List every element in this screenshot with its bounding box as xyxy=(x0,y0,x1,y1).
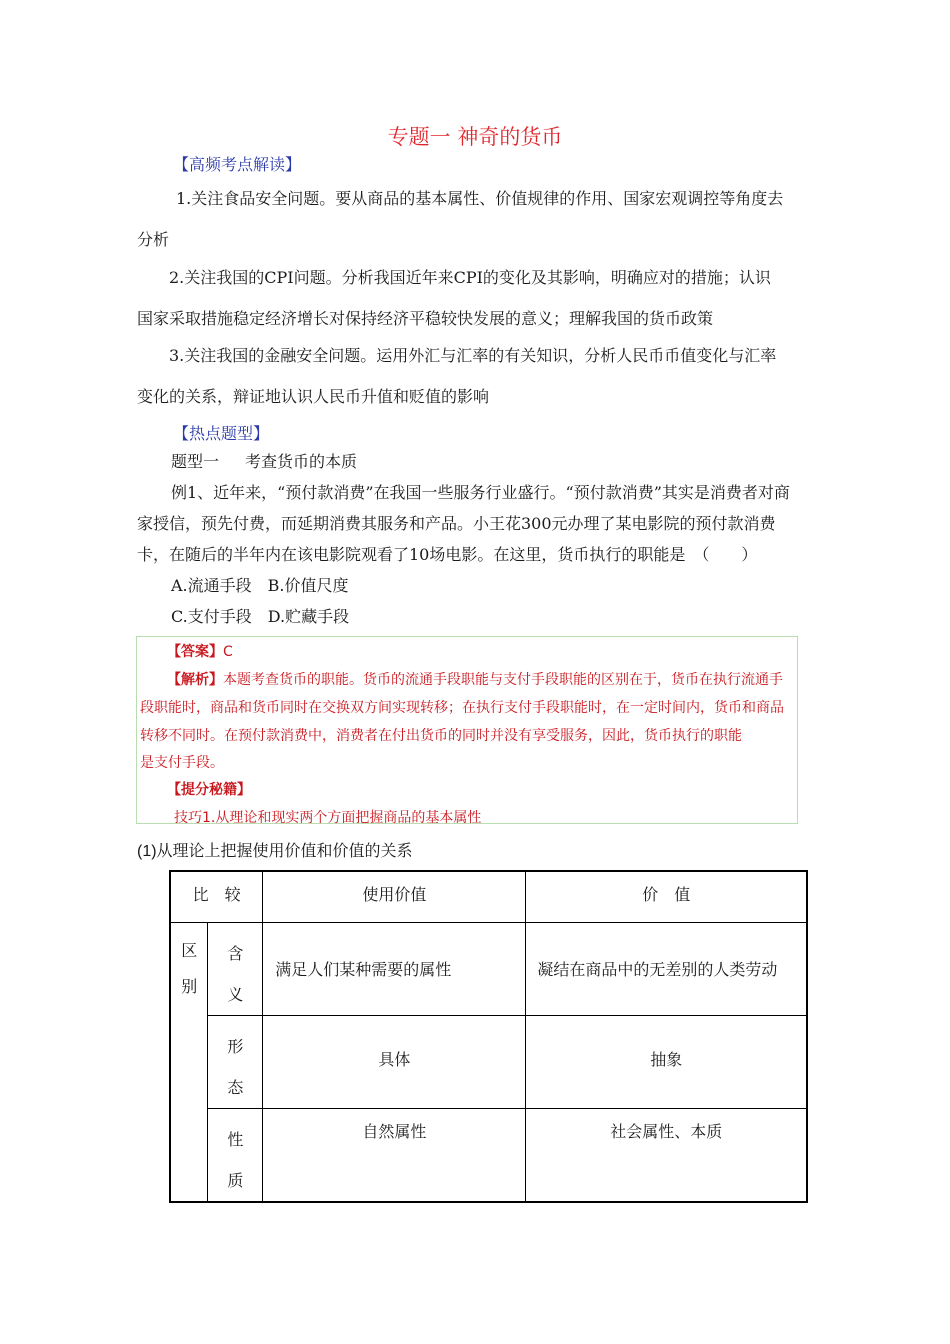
analysis-text-1: 本题考查货币的职能。货币的流通手段职能与支付手段职能的区别在于，货币在执行流通手 xyxy=(223,672,783,688)
point-1-line-2: 分析 xyxy=(137,230,170,249)
cell-meaning-use-value: 满足人们某种需要的属性 xyxy=(263,922,526,1015)
cell-form-use-value: 具体 xyxy=(263,1015,526,1108)
header-value: 价 值 xyxy=(526,871,807,922)
subheading: (1)从理论上把握使用价值和价值的关系 xyxy=(137,843,413,860)
analysis-line-4: 是支付手段。 xyxy=(140,755,224,771)
row-label-form xyxy=(208,1015,263,1108)
page-title: 专题一 神奇的货币 xyxy=(387,125,563,149)
answer-value: C xyxy=(223,644,233,660)
row-label-char: 义 xyxy=(227,984,244,1004)
cell-nature-value: 社会属性、本质 xyxy=(526,1108,807,1202)
example-line-1: 例1、近年来，“预付款消费”在我国一些服务行业盛行。“预付款消费”其实是消费者对商 xyxy=(171,483,790,502)
section-heading-hot-topics: 【热点题型】 xyxy=(173,424,270,443)
point-3-line-1: 3.关注我国的金融安全问题。运用外汇与汇率的有关知识，分析人民币币值变化与汇率 xyxy=(169,346,777,365)
row-label-char: 质 xyxy=(227,1170,244,1190)
cell-form-value: 抽象 xyxy=(526,1015,807,1108)
row-label-char: 形 xyxy=(227,1036,244,1056)
question-type-label: 题型一 xyxy=(171,452,220,471)
answer-line xyxy=(167,641,233,661)
section-heading-high-frequency: 【高频考点解读】 xyxy=(173,155,302,174)
example-line-2: 家授信，预先付费，而延期消费其服务和产品。小王花300元办理了某电影院的预付款消费 xyxy=(137,514,776,533)
group-label-difference xyxy=(170,922,208,1202)
point-2-line-2: 国家采取措施稳定经济增长对保持经济平稳较快发展的意义；理解我国的货币政策 xyxy=(137,309,714,328)
tip-1: 技巧1.从理论和现实两个方面把握商品的基本属性 xyxy=(174,810,482,826)
group-label-char-2: 别 xyxy=(181,976,198,996)
point-2-line-1: 2.关注我国的CPI问题。分析我国近年来CPI的变化及其影响，明确应对的措施；认识 xyxy=(169,268,771,287)
table-header-row xyxy=(170,871,807,922)
table-row xyxy=(170,1015,807,1108)
group-label-char-1: 区 xyxy=(181,940,198,960)
table-row xyxy=(170,922,807,1015)
row-label-char: 性 xyxy=(227,1129,244,1149)
tips-tag-text: 【提分秘籍】 xyxy=(167,782,251,798)
question-type-title: 考查货币的本质 xyxy=(245,452,358,471)
answer-tag: 【答案】 xyxy=(167,644,223,660)
row-label-nature xyxy=(208,1108,263,1202)
analysis-line-1 xyxy=(167,669,783,689)
analysis-tag: 【解析】 xyxy=(167,672,223,688)
cell-nature-use-value: 自然属性 xyxy=(263,1108,526,1202)
tips-tag xyxy=(167,779,251,799)
row-label-meaning xyxy=(208,922,263,1015)
row-label-char: 含 xyxy=(227,943,244,963)
options-row-2: C.支付手段 D.贮藏手段 xyxy=(171,607,350,626)
cell-meaning-value: 凝结在商品中的无差别的人类劳动 xyxy=(526,922,807,1015)
comparison-table xyxy=(169,870,808,1203)
row-label-char: 态 xyxy=(227,1077,244,1097)
analysis-line-3: 转移不同时。在预付款消费中，消费者在付出货币的同时并没有享受服务，因此，货币执行的职能 xyxy=(140,728,742,744)
point-3-line-2: 变化的关系，辩证地认识人民币升值和贬值的影响 xyxy=(137,387,490,406)
answer-box xyxy=(136,636,798,824)
header-use-value: 使用价值 xyxy=(263,871,526,922)
point-1-line-1: 1.关注食品安全问题。要从商品的基本属性、价值规律的作用、国家宏观调控等角度去 xyxy=(176,189,784,208)
header-compare: 比 较 xyxy=(170,871,263,922)
analysis-line-2: 段职能时，商品和货币同时在交换双方间实现转移；在执行支付手段职能时，在一定时间内，货币和商品 xyxy=(140,700,784,716)
options-row-1: A.流通手段 B.价值尺度 xyxy=(171,576,349,595)
table-row xyxy=(170,1108,807,1202)
example-line-3: 卡，在随后的半年内在该电影院观看了10场电影。在这里，货币执行的职能是 （ ） xyxy=(137,545,758,564)
